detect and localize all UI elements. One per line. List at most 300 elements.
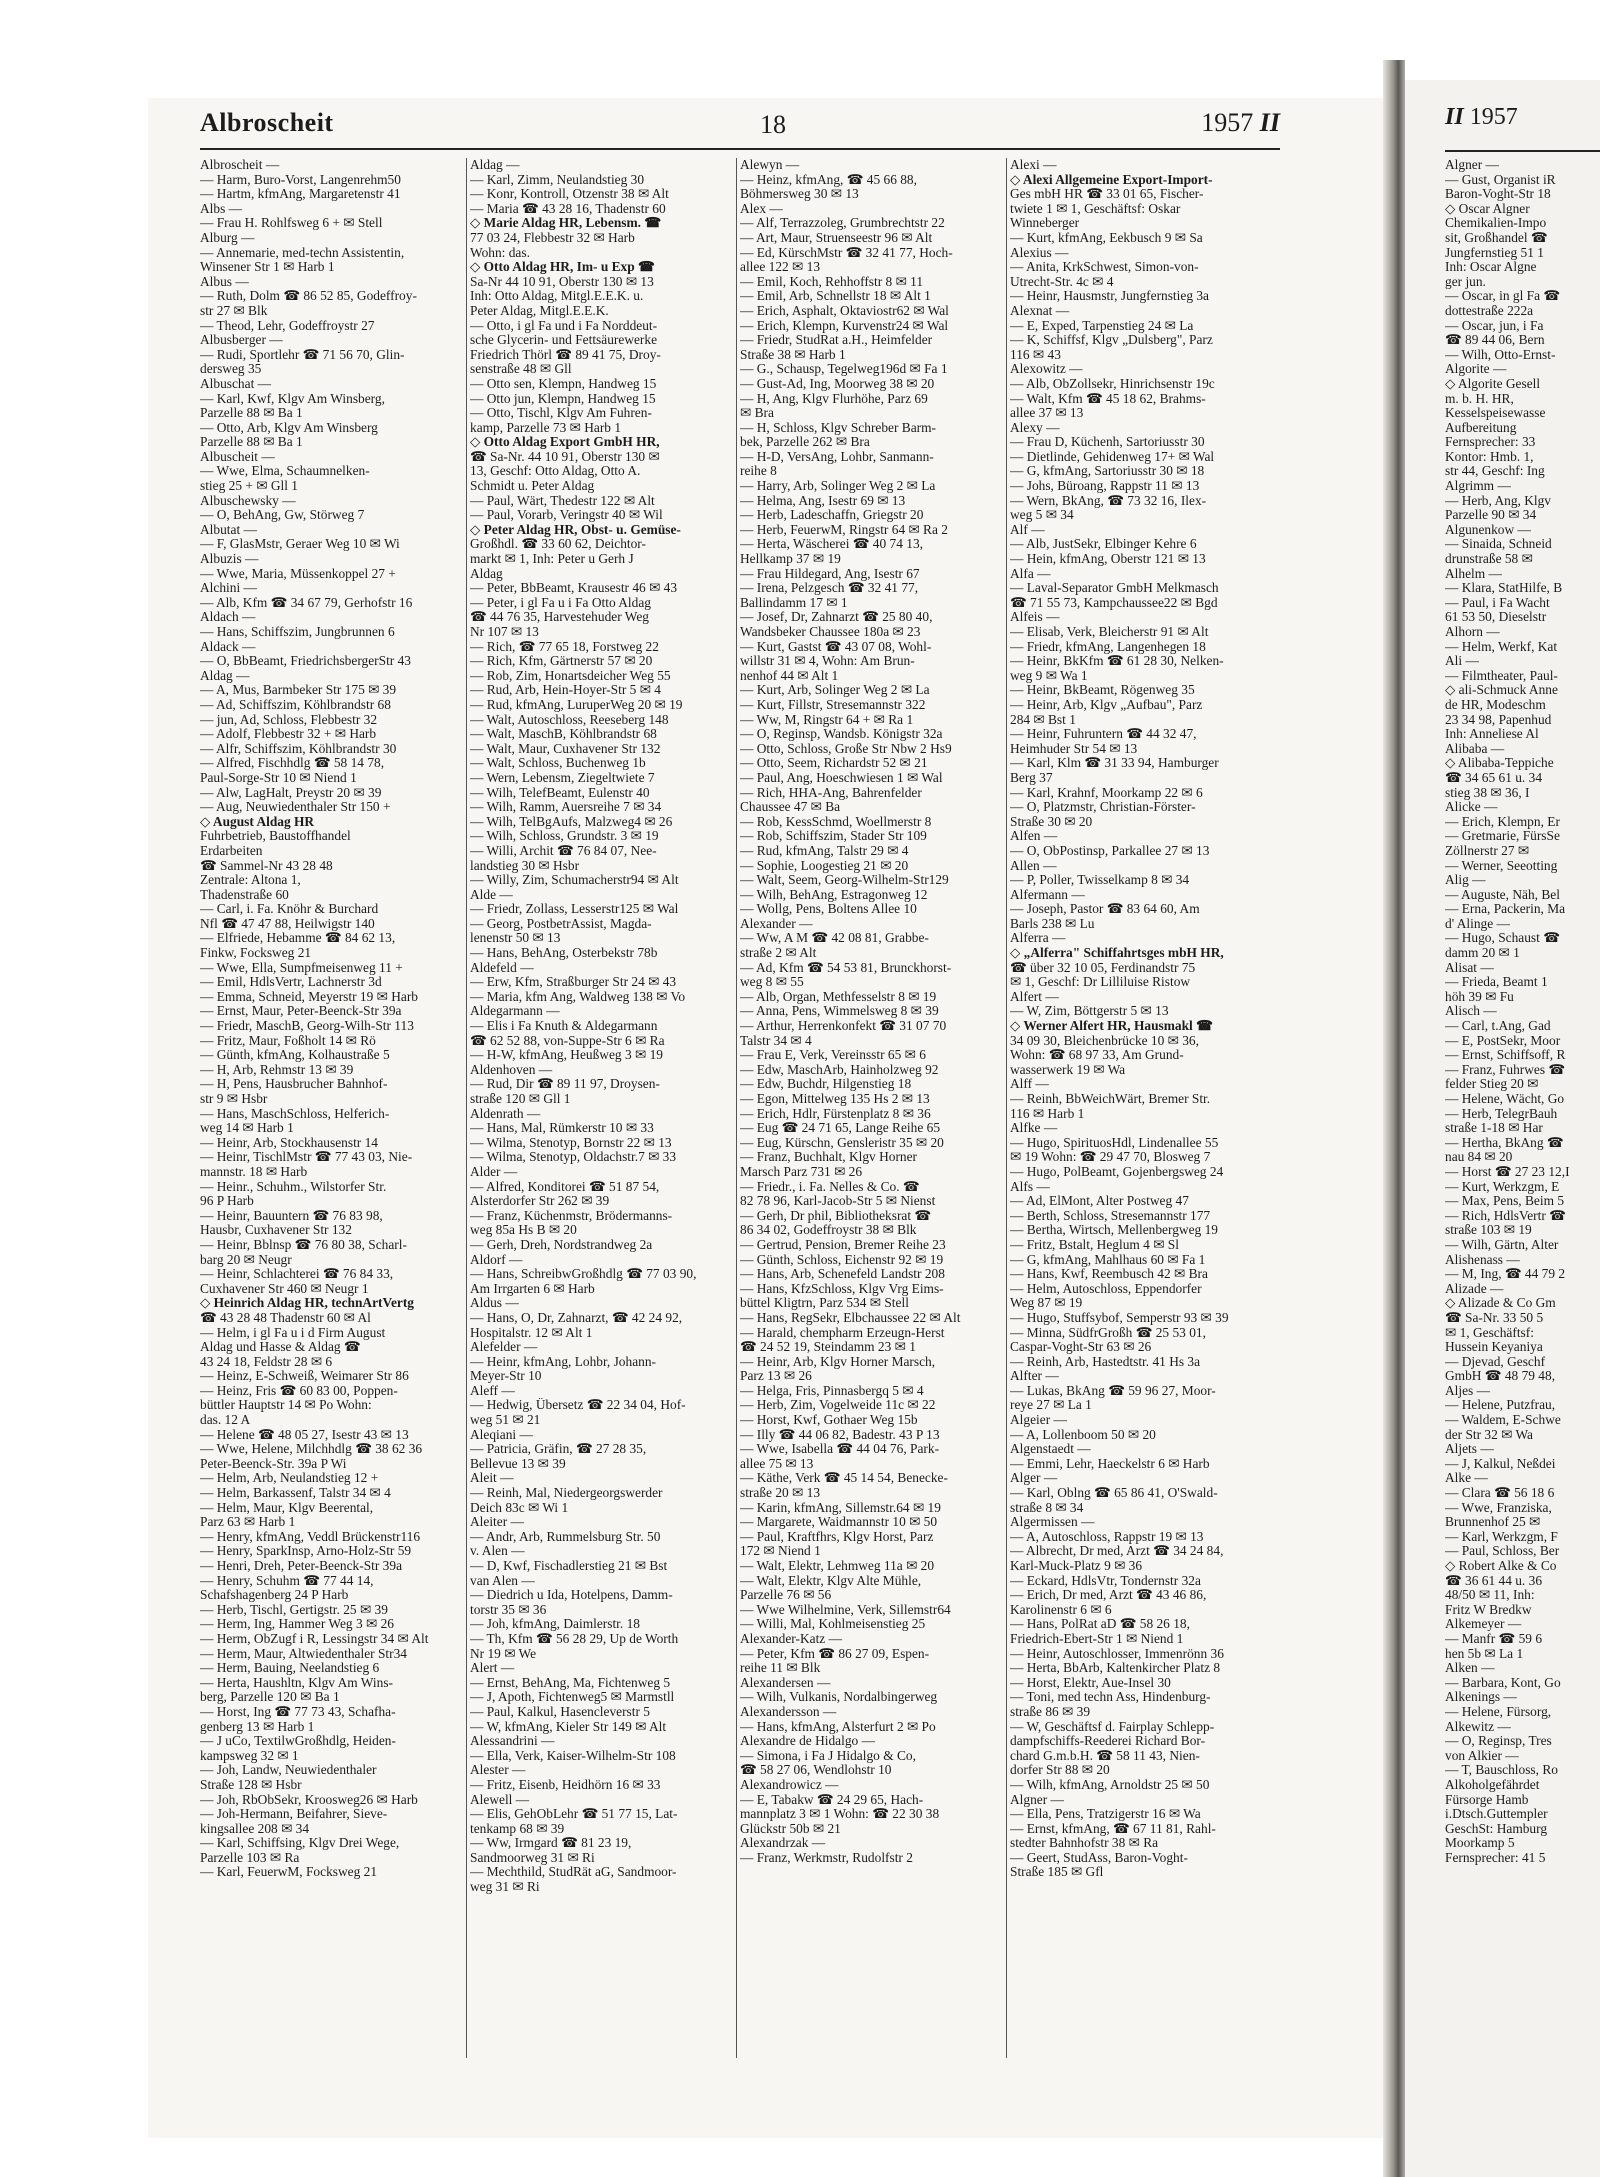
directory-entry: wasserwerk 19 ✉ Wa (1010, 1062, 1126, 1077)
directory-entry: Hussein Keyaniya (1445, 1340, 1543, 1355)
directory-entry: — Rich, Kfm, Gärtnerstr 57 ✉ 20 (470, 654, 653, 669)
directory-entry: — Horst ☎ 27 23 12,I (1445, 1164, 1570, 1179)
directory-entry: — Ww, Irmgard ☎ 81 23 19, (470, 1836, 632, 1851)
directory-entry: Alicke — (1445, 800, 1498, 815)
directory-entry: mannstr. 18 ✉ Harb (200, 1164, 308, 1179)
directory-entry: Alessandrini — (470, 1734, 555, 1749)
directory-entry: — Paul, Schloss, Ber (1445, 1544, 1560, 1559)
page-number: 18 (760, 110, 786, 139)
directory-entry: Albusberger — (200, 333, 283, 348)
directory-entry: Talstr 34 ✉ 4 (740, 1033, 812, 1048)
directory-entry: — J uCo, TextilwGroßhdlg, Heiden- (200, 1734, 396, 1749)
directory-entry: — Franz, Fuhrwes ☎ (1445, 1062, 1566, 1077)
directory-entry: Fernsprecher: 41 5 (1445, 1850, 1546, 1865)
directory-entry: — Rud, kfmAng, Talstr 29 ✉ 4 (740, 843, 909, 858)
directory-entry: Straße 38 ✉ Harb 1 (740, 347, 846, 362)
directory-entry: — Heinr, BkKfm ☎ 61 28 30, Nelken- (1010, 654, 1224, 669)
directory-entry: Alfen — (1010, 829, 1058, 844)
directory-entry: — Alfred, Konditorei ☎ 51 87 54, (470, 1179, 660, 1194)
directory-entry: — Edw, MaschArb, Hainholzweg 92 (740, 1062, 939, 1077)
directory-entry: — Paul, Vorarb, Veringstr 40 ✉ Wil (470, 508, 663, 523)
directory-entry: — Alb, Organ, Methfesselstr 8 ✉ 19 (740, 989, 937, 1004)
directory-entry: — Harry, Arb, Solinger Weg 2 ✉ La (740, 479, 936, 494)
directory-entry: — Heinr, Bblnsp ☎ 76 80 38, Scharl- (200, 1237, 407, 1252)
directory-entry: Inh: Oscar Algne (1445, 260, 1537, 275)
directory-entry: — Ernst, Maur, Peter-Beenck-Str 39a (200, 1004, 402, 1019)
directory-entry: — Hans, Kwf, Reembusch 42 ✉ Bra (1010, 1267, 1208, 1282)
directory-entry: berg, Parzelle 120 ✉ Ba 1 (200, 1690, 340, 1705)
directory-entry: Algunenkow — (1445, 522, 1531, 537)
directory-entry: 43 24 18, Feldstr 28 ✉ 6 (200, 1354, 333, 1369)
directory-entry: Algermissen — (1010, 1515, 1095, 1530)
directory-entry: — Helm, Werkf, Kat (1445, 639, 1558, 654)
directory-entry: — Helga, Fris, Pinnasbergq 5 ✉ 4 (740, 1383, 924, 1398)
directory-entry: Friedrich-Ebert-Str 1 ✉ Niend 1 (1010, 1631, 1184, 1646)
directory-entry: 13, Geschf: Otto Aldag, Otto A. (470, 464, 641, 479)
directory-entry: Alchini — (200, 581, 257, 596)
directory-entry: kingsallee 208 ✉ 34 (200, 1821, 310, 1836)
directory-entry: Aldus — (470, 1296, 519, 1311)
directory-entry: — Helene, Putzfrau, (1445, 1398, 1556, 1413)
directory-entry: — Peter, Kfm ☎ 86 27 09, Espen- (740, 1646, 930, 1661)
directory-entry: ger jun. (1445, 274, 1486, 289)
directory-entry: — Heinr, Fuhruntern ☎ 44 32 47, (1010, 727, 1197, 742)
directory-entry: büttel Kligtrn, Parz 534 ✉ Stell (740, 1296, 909, 1311)
directory-entry: büttler Hauptstr 14 ✉ Po Wohn: (200, 1398, 372, 1413)
directory-entry: — Hugo, Stuffsybof, Semperstr 93 ✉ 39 (1010, 1310, 1229, 1325)
directory-entry: ☎ Sammel-Nr 43 28 48 (200, 858, 333, 873)
directory-entry: — Willi, Mal, Kohlmeisenstieg 25 (740, 1617, 926, 1632)
directory-entry: — Karl, Werkzgm, F (1445, 1529, 1558, 1544)
directory-entry: — E, PostSekr, Moor (1445, 1033, 1561, 1048)
directory-entry: Weg 87 ✉ 19 (1010, 1296, 1083, 1311)
directory-entry: — D, Kwf, Fischadlerstieg 21 ✉ Bst (470, 1559, 668, 1573)
directory-entry: der Str 32 ✉ Wa (1445, 1427, 1533, 1442)
directory-entry: — Paul, Wärt, Thedestr 122 ✉ Alt (470, 493, 655, 508)
directory-entry: — Herb, Ang, Klgv (1445, 493, 1551, 508)
directory-entry: — Kurt, kfmAng, Eekbusch 9 ✉ Sa (1010, 230, 1203, 245)
directory-entry: — Alf, Terrazzoleg, Grumbrechtstr 22 (740, 216, 945, 231)
directory-entry: ◇ Alibaba-Teppiche (1445, 756, 1554, 771)
directory-entry: Ges mbH HR ☎ 33 01 65, Fischer- (1010, 187, 1204, 202)
directory-entry: — Wwe, Franziska, (1445, 1500, 1552, 1515)
directory-entry: — Rich, HdlsVertr ☎ (1445, 1208, 1566, 1223)
directory-entry: drunstraße 58 ✉ (1445, 552, 1533, 567)
directory-entry: weg 51 ✉ 21 (470, 1413, 541, 1428)
directory-entry: Parzelle 88 ✉ Ba 1 (200, 435, 303, 450)
directory-entry: — Friedr, Zollass, Lesserstr125 ✉ Wal (470, 902, 679, 917)
directory-entry: hen 5b ✉ La 1 (1445, 1646, 1524, 1661)
directory-entry: — H-D, VersAng, Lohbr, Sanmann- (740, 449, 934, 464)
directory-entry: — Theod, Lehr, Godeffroystr 27 (200, 318, 375, 333)
directory-entry: — Heinz, Fris ☎ 60 83 00, Poppen- (200, 1383, 398, 1398)
directory-entry: — Wilh, Vulkanis, Nordalbingerweg (740, 1690, 938, 1705)
directory-entry: GeschSt: Hamburg (1445, 1821, 1548, 1836)
directory-entry: — Emil, Koch, Rehhoffstr 8 ✉ 11 (740, 274, 924, 289)
directory-entry: Nfl ☎ 47 47 88, Heilwigstr 140 (200, 916, 375, 931)
directory-entry: — Werner, Seeotting (1445, 858, 1558, 873)
directory-entry: — H, Ang, Klgv Flurhöhe, Parz 69 (740, 391, 928, 406)
directory-entry: 82 78 96, Karl-Jacob-Str 5 ✉ Nienst (740, 1194, 936, 1209)
directory-entry: ☎ 62 52 88, von-Suppe-Str 6 ✉ Ra (470, 1033, 665, 1048)
directory-entry: Alexy — (1010, 420, 1060, 435)
directory-entry: Aldefeld — (470, 960, 534, 975)
directory-entry: — G, kfmAng, Sartoriusstr 30 ✉ 18 (1010, 464, 1205, 479)
next-page-rule (1445, 150, 1600, 152)
directory-entry: Utrecht-Str. 4c ✉ 4 (1010, 274, 1114, 289)
directory-entry: — Henri, Dreh, Peter-Beenck-Str 39a (200, 1559, 403, 1573)
directory-entry: Algorite — (1445, 362, 1507, 377)
directory-entry: Chemikalien-Impo (1445, 216, 1547, 231)
directory-entry: — Helm, Maur, Klgv Beerental, (200, 1500, 374, 1515)
directory-entry: 96 P Harb (200, 1194, 254, 1209)
directory-entry: — Hedwig, Übersetz ☎ 22 34 04, Hof- (470, 1398, 686, 1413)
directory-entry: Sandmoorweg 31 ✉ Ri (470, 1850, 595, 1865)
directory-entry: ☎ 44 76 35, Harvestehuder Weg (470, 610, 649, 625)
directory-entry: Alester — (470, 1763, 526, 1778)
directory-entry: — Wilh, Schloss, Grundstr. 3 ✉ 19 (470, 829, 659, 844)
directory-entry: Fürsorge Hamb (1445, 1792, 1529, 1807)
directory-entry: — Patricia, Gräfin, ☎ 27 28 35, (470, 1442, 647, 1457)
directory-entry: — P, Poller, Twisselkamp 8 ✉ 34 (1010, 873, 1190, 888)
directory-entry: — Herm, ObZugf i R, Lessingstr 34 ✉ Alt (200, 1631, 429, 1646)
directory-entry: Aldach — (200, 610, 256, 625)
directory-entry: weg 31 ✉ Ri (470, 1880, 540, 1895)
directory-entry: — Wern, BkAng, ☎ 73 32 16, Ilex- (1010, 493, 1207, 508)
directory-entry: — Helm, Barkassenf, Talstr 34 ✉ 4 (200, 1486, 391, 1501)
directory-entry: — Fritz, Maur, Foßholt 14 ✉ Rö (200, 1033, 376, 1048)
directory-entry: — Walt, Schloss, Buchenweg 1b (470, 756, 646, 771)
directory-entry: — Wwe, Isabella ☎ 44 04 76, Park- (740, 1442, 940, 1457)
directory-entry: weg 14 ✉ Harb 1 (200, 1121, 294, 1136)
directory-entry: — Harald, chempharm Erzeugn-Herst (740, 1325, 945, 1340)
directory-entry: reye 27 ✉ La 1 (1010, 1398, 1092, 1413)
directory-entry: — Frau E, Verk, Vereinsstr 65 ✉ 6 (740, 1048, 926, 1063)
directory-entry: Hellkamp 37 ✉ 19 (740, 552, 841, 567)
directory-entry: i.Dtsch.Guttempler (1445, 1807, 1548, 1822)
directory-entry: Fuhrbetrieb, Baustoffhandel (200, 829, 351, 844)
directory-entry: — Henry, kfmAng, Veddl Brückenstr116 (200, 1529, 421, 1544)
directory-entry: — Georg, PostbetrAssist, Magda- (470, 916, 652, 931)
directory-entry: — Ernst, Schiffsoff, R (1445, 1048, 1566, 1063)
directory-entry: — Erich, Klempn, Kurvenstr24 ✉ Wal (740, 318, 949, 333)
directory-entry: Parzelle 90 ✉ 34 (1445, 508, 1537, 523)
directory-entry: Friedrich Thörl ☎ 89 41 75, Droy- (470, 347, 661, 362)
page-year-volume (1201, 108, 1280, 138)
directory-entry: ☎ 34 65 61 u. 34 (1445, 770, 1543, 785)
directory-entry: — Bertha, Wirtsch, Mellenbergweg 19 (1010, 1223, 1218, 1238)
directory-entry: — Paul, Kalkul, Hasencleverstr 5 (470, 1704, 650, 1719)
directory-entry: — Joh, kfmAng, Daimlerstr. 18 (470, 1617, 640, 1632)
directory-entry: — Herta, BbArb, Kaltenkircher Platz 8 (1010, 1661, 1221, 1676)
directory-entry: barg 20 ✉ Neugr (200, 1252, 292, 1267)
directory-entry: — Gust-Ad, Ing, Moorweg 38 ✉ 20 (740, 376, 935, 391)
directory-entry: — Joseph, Pastor ☎ 83 64 60, Am (1010, 902, 1200, 917)
directory-entry: van Alen — (470, 1573, 535, 1588)
directory-entry: straße 120 ✉ Gll 1 (470, 1092, 571, 1106)
directory-entry: dottestraße 222a (1445, 303, 1534, 318)
directory-entry: Alexius — (1010, 245, 1069, 260)
directory-entry: — Paul, i Fa Wacht (1445, 595, 1550, 610)
directory-entry: allee 75 ✉ 13 (740, 1456, 814, 1471)
directory-entry: str 27 ✉ Blk (200, 303, 268, 318)
directory-entry: — Ella, Pens, Tratzigerstr 16 ✉ Wa (1010, 1807, 1201, 1822)
directory-entry: landstieg 30 ✉ Hsbr (470, 858, 580, 873)
directory-entry: Albus — (200, 274, 249, 289)
directory-entry: — Hans, KfzSchloss, Klgv Vrg Eims- (740, 1281, 944, 1296)
directory-entry: markt ✉ 1, Inh: Peter u Gerh J (470, 552, 634, 567)
directory-entry: Albroscheit — (200, 158, 280, 172)
directory-entry: — Erich, Asphalt, Oktaviostr62 ✉ Wal (740, 303, 949, 318)
directory-entry: — Filmtheater, Paul- (1445, 668, 1558, 683)
directory-entry: — Elfriede, Hebamme ☎ 84 62 13, (200, 931, 396, 946)
directory-entry: — J, Kalkul, Neßdei (1445, 1456, 1556, 1471)
directory-entry: — Günth, Schloss, Eichenstr 92 ✉ 19 (740, 1252, 944, 1267)
directory-entry: — Walt, Elektr, Lehmweg 11a ✉ 20 (740, 1559, 935, 1573)
directory-entry: — Arthur, Herrenkonfekt ☎ 31 07 70 (740, 1019, 947, 1034)
directory-entry: Algeier — (1010, 1413, 1067, 1428)
directory-entry: — Irena, Pelzgesch ☎ 32 41 77, (740, 581, 919, 596)
directory-entry: Alfeis — (1010, 610, 1060, 625)
directory-entry: — Kurt, Werkzgm, E (1445, 1179, 1560, 1194)
directory-entry: — Rud, kfmAng, LuruperWeg 20 ✉ 19 (470, 697, 683, 712)
directory-entry: Allen — (1010, 858, 1057, 873)
directory-entry: Peter-Beenck-Str. 39a P Wi (200, 1456, 347, 1471)
directory-entry: Wohn: das. (470, 245, 530, 260)
directory-entry: Aldag — (200, 668, 250, 683)
directory-entry: bek, Parzelle 262 ✉ Bra (740, 435, 870, 450)
directory-entry: Alexandrowicz — (740, 1777, 839, 1792)
directory-entry: — Wwe, Elma, Schaumnelken- (200, 464, 370, 479)
directory-entry: Alfke — (1010, 1121, 1058, 1136)
directory-entry: — Heinr, Schlachterei ☎ 76 84 33, (200, 1267, 394, 1282)
directory-entry: — Alb, ObZollsekr, Hinrichsenstr 19c (1010, 376, 1215, 391)
directory-entry: Karolinenstr 6 ✉ 6 (1010, 1602, 1112, 1617)
directory-entry: — A, Mus, Barmbeker Str 175 ✉ 39 (200, 683, 397, 698)
directory-entry: genberg 13 ✉ Harb 1 (200, 1719, 315, 1734)
directory-entry: — T, Bauschloss, Ro (1445, 1763, 1558, 1778)
directory-entry: Alkemeyer — (1445, 1617, 1522, 1632)
directory-entry: Alkenings — (1445, 1690, 1517, 1705)
directory-entry: — W, Zim, Böttgerstr 5 ✉ 13 (1010, 1004, 1169, 1019)
directory-entry: das. 12 A (200, 1413, 251, 1428)
directory-entry: — Joh, RbObSekr, Kroosweg26 ✉ Harb (200, 1792, 418, 1807)
directory-entry: — Hans, Mal, Rümkerstr 10 ✉ 33 (470, 1121, 654, 1136)
directory-entry: — Erich, Dr med, Arzt ☎ 43 46 86, (1010, 1588, 1207, 1603)
directory-entry: Bellevue 13 ✉ 39 (470, 1456, 566, 1471)
directory-entry: ◇ Robert Alke & Co (1445, 1559, 1557, 1573)
directory-entry: Parzelle 103 ✉ Ra (200, 1850, 300, 1865)
directory-entry: — Ad, ElMont, Alter Postweg 47 (1010, 1194, 1189, 1209)
directory-entry: — M, Ing, ☎ 44 79 2 (1445, 1267, 1566, 1282)
directory-entry: Aleqiani — (470, 1427, 533, 1442)
directory-entry: Straße 30 ✉ 20 (1010, 814, 1093, 829)
directory-entry: — Hans, Arb, Schenefeld Landstr 208 (740, 1267, 945, 1282)
directory-entry: Alkewitz — (1445, 1719, 1511, 1734)
directory-entry: Albutat — (200, 522, 257, 537)
directory-entry: 23 34 98, Papenhud (1445, 712, 1552, 727)
directory-entry: — Auguste, Näh, Bel (1445, 887, 1560, 902)
directory-entry: — Gerh, Dreh, Nordstrandweg 2a (470, 1237, 653, 1252)
directory-entry: — Diedrich u Ida, Hotelpens, Damm- (470, 1588, 673, 1603)
directory-entry: Winneberger (1010, 216, 1080, 231)
directory-entry: weg 9 ✉ Wa 1 (1010, 668, 1088, 683)
directory-entry: — Rob, Schiffszim, Stader Str 109 (740, 829, 927, 844)
directory-entry: ◇ „Alferra" Schiffahrtsges mbH HR, (1010, 946, 1224, 961)
directory-entry: — Herb, FeuerwM, Ringstr 64 ✉ Ra 2 (740, 522, 948, 537)
directory-entry: Algner — (1445, 158, 1499, 172)
directory-entry: — Frau Hildegard, Ang, Isestr 67 (740, 566, 920, 581)
directory-entry: Baron-Voght-Str 18 (1445, 187, 1551, 202)
directory-entry: Alsterdorfer Str 262 ✉ 39 (470, 1194, 610, 1209)
directory-entry: — Otto, Tischl, Klgv Am Fuhren- (470, 406, 652, 421)
directory-entry: Alfs — (1010, 1179, 1050, 1194)
directory-entry: — Hertha, BkAng ☎ (1445, 1135, 1564, 1150)
directory-entry: damm 20 ✉ 1 (1445, 946, 1520, 961)
directory-entry: Wandsbeker Chaussee 180a ✉ 23 (740, 625, 921, 639)
directory-entry: — Hartm, kfmAng, Margaretenstr 41 (200, 187, 401, 202)
directory-entry: — Aug, Neuwiedenthaler Str 150 + (200, 800, 391, 815)
header-rule (200, 148, 1280, 150)
directory-entry: straße 103 ✉ 19 (1445, 1223, 1532, 1238)
directory-entry: Zentrale: Altona 1, (200, 873, 301, 888)
directory-entry: — Laval-Separator GmbH Melkmasch (1010, 581, 1219, 596)
directory-entry: — Alb, Kfm ☎ 34 67 79, Gerhofstr 16 (200, 595, 413, 610)
directory-entry: — Otto sen, Klempn, Handweg 15 (470, 376, 657, 391)
volume: II (1259, 108, 1280, 137)
directory-entry: Alefelder — (470, 1340, 538, 1355)
directory-entry: — Lukas, BkAng ☎ 59 96 27, Moor- (1010, 1383, 1216, 1398)
directory-entry: — Wwe, Helene, Milchhdlg ☎ 38 62 36 (200, 1442, 423, 1457)
directory-entry: — Manfr ☎ 59 6 (1445, 1631, 1543, 1646)
directory-entry: Albuschat — (200, 376, 272, 391)
directory-entry: — Wilh, TelBgAufs, Malzweg4 ✉ 26 (470, 814, 673, 829)
directory-entry: m. b. H. HR, (1445, 391, 1514, 406)
directory-entry: Alex — (740, 201, 783, 216)
directory-entry: 86 34 02, Godeffroystr 38 ✉ Blk (740, 1223, 917, 1238)
directory-entry: Heimhuder Str 54 ✉ 13 (1010, 741, 1138, 756)
directory-entry: Alizade — (1445, 1281, 1504, 1296)
directory-entry: Aldag und Hasse & Aldag ☎ (200, 1340, 361, 1355)
directory-entry: ◇ Otto Aldag Export GmbH HR, (470, 435, 660, 450)
directory-entry: — Adolf, Flebbestr 32 + ✉ Harb (200, 727, 377, 742)
directory-entry: — Wilh, Otto-Ernst- (1445, 347, 1556, 362)
directory-entry: — Hans, O, Dr, Zahnarzt, ☎ 42 24 92, (470, 1310, 683, 1325)
directory-entry: — Reinh, Arb, Hastedtstr. 41 Hs 3a (1010, 1354, 1201, 1369)
directory-entry: — Heinr, TischlMstr ☎ 77 43 03, Nie- (200, 1150, 413, 1165)
directory-entry: Aldack — (200, 639, 256, 654)
directory-entry: Alishenass — (1445, 1252, 1520, 1267)
directory-entry: — Ww, M, Ringstr 64 + ✉ Ra 1 (740, 712, 914, 727)
directory-entry: Fernsprecher: 33 (1445, 435, 1536, 450)
directory-entry: — Heinr, BkBeamt, Rögenweg 35 (1010, 683, 1195, 698)
directory-entry: Schmidt u. Peter Aldag (470, 479, 595, 494)
column-divider (466, 158, 467, 2058)
directory-entry: 116 ✉ 43 (1010, 347, 1061, 362)
directory-entry: — Herb, Zim, Vogelweide 11c ✉ 22 (740, 1398, 936, 1413)
directory-entry: — Heinr, Autoschlosser, Immenrönn 36 (1010, 1646, 1224, 1661)
directory-entry: ◇ August Aldag HR (200, 814, 315, 829)
directory-entry: — Otto, Arb, Klgv Am Winsberg (200, 420, 378, 435)
directory-entry: — Wilma, Stenotyp, Bornstr 22 ✉ 13 (470, 1135, 672, 1150)
next-page-volume: II (1445, 104, 1464, 130)
directory-entry: Aldag (470, 566, 503, 581)
directory-entry: — Willy, Zim, Schumacherstr94 ✉ Alt (470, 873, 679, 888)
directory-entry: 48/50 ✉ 11, Inh: (1445, 1588, 1535, 1603)
directory-entry: — Karl, Krahnf, Moorkamp 22 ✉ 6 (1010, 785, 1203, 800)
directory-entry: — Barbara, Kont, Go (1445, 1675, 1561, 1690)
directory-entry: — Toni, med techn Ass, Hindenburg- (1010, 1690, 1211, 1705)
directory-entry: — Erich, Klempn, Er (1445, 814, 1560, 829)
directory-entry: Thadenstraße 60 (200, 887, 289, 902)
directory-entry: senstraße 48 ✉ Gll (470, 362, 572, 377)
directory-entry: ☎ 24 52 19, Steindamm 23 ✉ 1 (740, 1340, 916, 1355)
directory-entry: Alfert — (1010, 989, 1059, 1004)
directory-entry: Straße 128 ✉ Hsbr (200, 1777, 302, 1792)
directory-entry: — Oscar, jun, i Fa (1445, 318, 1544, 333)
directory-entry: ◇ Oscar Algner (1445, 201, 1530, 216)
directory-entry: — Otto jun, Klempn, Handweg 15 (470, 391, 656, 406)
directory-entry: stieg 38 ✉ 36, I (1445, 785, 1530, 800)
directory-entry: ◇ Algorite Gesell (1445, 376, 1541, 391)
directory-entry: — Wilh, Gärtn, Alter (1445, 1237, 1559, 1252)
directory-entry: — Maria ☎ 43 28 16, Thadenstr 60 (470, 201, 666, 216)
directory-entry: — Edw, Buchdr, Hilgenstieg 18 (740, 1077, 912, 1092)
directory-entry: — Gertrud, Pension, Bremer Reihe 23 (740, 1237, 946, 1252)
directory-entry: — O, BbBeamt, FriedrichsbergerStr 43 (200, 654, 411, 669)
directory-entry: — Illy ☎ 44 06 82, Badestr. 43 P 13 (740, 1427, 940, 1442)
directory-entry: straße 2 ✉ Alt (740, 946, 817, 961)
directory-entry: ☎ über 32 10 05, Ferdinandstr 75 (1010, 960, 1196, 975)
directory-entry: — Maria, kfm Ang, Waldweg 138 ✉ Vo (470, 989, 686, 1004)
directory-entry: — Frau H. Rohlfsweg 6 + ✉ Stell (200, 216, 383, 231)
directory-entry: — Helene, Wächt, Go (1445, 1092, 1565, 1106)
directory-entry: 172 ✉ Niend 1 (740, 1544, 821, 1559)
directory-entry: — Friedr, MaschB, Georg-Wilh-Str 113 (200, 1019, 414, 1034)
directory-entry: Alken — (1445, 1661, 1495, 1676)
directory-entry: v. Alen — (470, 1544, 525, 1559)
directory-entry: — Wwe Wilhelmine, Verk, Sillemstr64 (740, 1602, 951, 1617)
directory-entry: — Hugo, SpirituosHdl, Lindenallee 55 (1010, 1135, 1219, 1150)
directory-entry: — Helene ☎ 48 05 27, Isestr 43 ✉ 13 (200, 1427, 409, 1442)
directory-entry: — Emmi, Lehr, Haeckelstr 6 ✉ Harb (1010, 1456, 1210, 1471)
directory-entry: — Carl, i. Fa. Knöhr & Burchard (200, 902, 379, 917)
directory-entry: — Hans, SchreibwGroßhdlg ☎ 77 03 90, (470, 1267, 697, 1282)
directory-entry: — Karl, Oblng ☎ 65 86 41, O'Swald- (1010, 1486, 1218, 1501)
directory-entry: — Wern, Lebensm, Ziegeltwiete 7 (470, 770, 655, 785)
directory-entry: Alexandersen — (740, 1675, 831, 1690)
directory-entry: — Karl, FeuerwM, Focksweg 21 (200, 1865, 378, 1880)
directory-entry: — Gerh, Dr phil, Bibliotheksrat ☎ (740, 1208, 932, 1223)
directory-entry: — J, Apoth, Fichtenweg5 ✉ Marmstll (470, 1690, 675, 1705)
directory-entry: Nr 107 ✉ 13 (470, 625, 539, 639)
directory-entry: Ballindamm 17 ✉ 1 (740, 595, 848, 610)
directory-entry: — Peter, i gl Fa u i Fa Otto Aldag (470, 595, 651, 610)
directory-entry: Algner — (1010, 1792, 1064, 1807)
directory-entry: Alder — (470, 1164, 518, 1179)
directory-entry: — Margarete, Waidmannstr 10 ✉ 50 (740, 1515, 938, 1530)
directory-entry: — Karin, kfmAng, Sillemstr.64 ✉ 19 (740, 1500, 941, 1515)
directory-entry: — Otto, Schloss, Große Str Nbw 2 Hs9 (740, 741, 952, 756)
directory-entry: — O, ObPostinsp, Parkallee 27 ✉ 13 (1010, 843, 1210, 858)
directory-column-1 (200, 158, 448, 1880)
directory-entry: Aufbereitung (1445, 420, 1517, 435)
directory-entry: — A, Autoschloss, Rappstr 19 ✉ 13 (1010, 1529, 1204, 1544)
directory-entry: weg 85a Hs B ✉ 20 (470, 1223, 577, 1238)
page-header (200, 108, 1280, 148)
directory-column-4 (1010, 158, 1258, 1880)
directory-entry: — Heinr, Arb, Klgv „Aufbau", Parz (1010, 697, 1203, 712)
